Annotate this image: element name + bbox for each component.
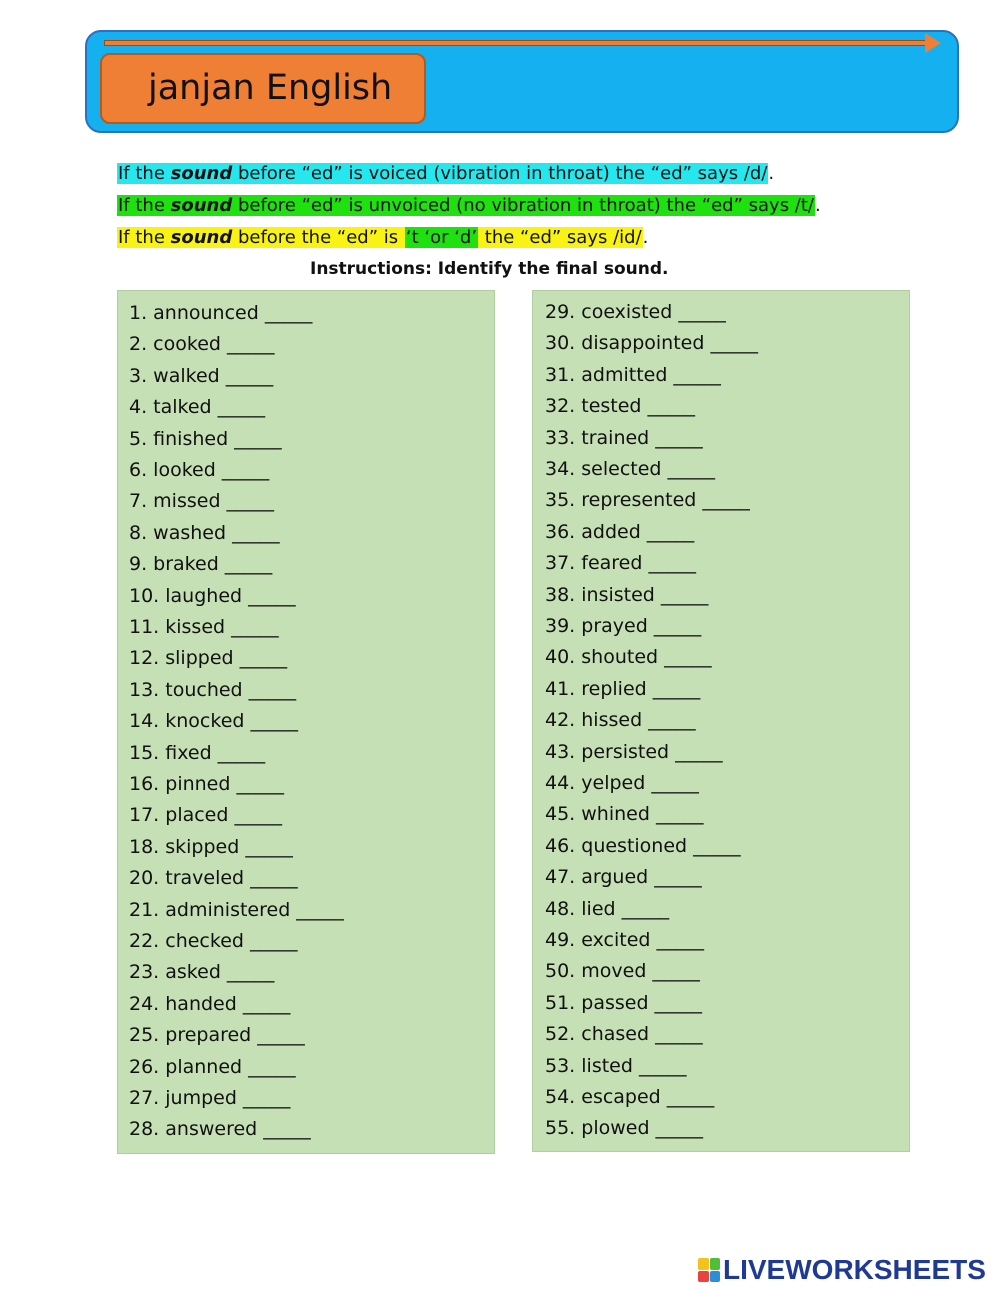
rule-t-d-highlight: ‘t ‘or ‘d’ — [405, 227, 478, 248]
list-item: 46. questioned _____ — [545, 834, 741, 857]
list-item: 50. moved _____ — [545, 960, 700, 983]
word-list-left — [117, 290, 495, 1154]
list-item: 17. placed _____ — [129, 804, 282, 827]
logo-text: LIVEWORKSHEETS — [723, 1254, 986, 1285]
list-item: 31. admitted _____ — [545, 363, 721, 386]
list-item: 24. handed _____ — [129, 992, 291, 1015]
list-item: 53. listed _____ — [545, 1054, 687, 1077]
list-item: 9. braked _____ — [129, 553, 273, 576]
list-item: 12. slipped _____ — [129, 647, 288, 670]
list-item: 11. kissed _____ — [129, 616, 279, 638]
list-item: 5. finished _____ — [129, 427, 282, 450]
list-item: 54. escaped _____ — [545, 1086, 715, 1108]
list-item: 38. insisted _____ — [545, 583, 709, 606]
list-item: 3. walked _____ — [129, 364, 274, 387]
header-banner — [85, 30, 959, 133]
list-item: 35. represented _____ — [545, 489, 750, 512]
rule-unvoiced — [117, 194, 821, 218]
list-item: 52. chased _____ — [545, 1023, 703, 1046]
list-item: 36. added _____ — [545, 520, 695, 543]
word-list-right — [532, 290, 910, 1152]
list-item: 39. prayed _____ — [545, 615, 702, 637]
list-item: 15. fixed _____ — [129, 741, 266, 764]
logo-mark-icon — [698, 1258, 720, 1282]
list-item: 14. knocked _____ — [129, 710, 298, 733]
rule-sound-word: sound — [170, 163, 233, 184]
list-item: 20. traveled _____ — [129, 867, 298, 890]
list-item: 26. planned _____ — [129, 1055, 296, 1078]
instructions: Instructions: Identify the final sound. — [310, 259, 669, 279]
list-item: 34. selected _____ — [545, 458, 715, 480]
list-item: 21. administered _____ — [129, 898, 344, 921]
rule-text: If the — [118, 163, 171, 184]
list-item: 25. prepared _____ — [129, 1024, 305, 1047]
rule-voiced — [117, 162, 774, 186]
arrow-line — [104, 40, 926, 46]
rule-text: the “ed” says /id/ — [479, 227, 642, 248]
list-item: 30. disappointed _____ — [545, 332, 758, 355]
list-item: 16. pinned _____ — [129, 773, 284, 795]
list-item: 45. whined _____ — [545, 803, 704, 826]
list-item: 22. checked _____ — [129, 930, 298, 952]
rule-text: before “ed” is voiced (vibration in throat) the “ed” says /d/ — [232, 163, 768, 184]
rule-sound-word: sound — [170, 227, 233, 248]
list-item: 42. hissed _____ — [545, 709, 696, 732]
rule-end: . — [642, 227, 649, 248]
list-item: 7. missed _____ — [129, 490, 275, 513]
list-item: 13. touched _____ — [129, 678, 297, 701]
list-item: 23. asked _____ — [129, 961, 275, 984]
title-box — [100, 53, 426, 124]
list-item: 1. announced _____ — [129, 302, 313, 324]
list-item: 37. feared _____ — [545, 552, 696, 575]
list-item: 29. coexisted _____ — [545, 301, 726, 323]
list-item: 8. washed _____ — [129, 521, 280, 544]
liveworksheets-logo — [698, 1255, 986, 1285]
list-item: 32. tested _____ — [545, 395, 696, 418]
rule-t-or-d — [117, 226, 648, 250]
arrow-right-icon — [925, 33, 941, 53]
list-item: 4. talked _____ — [129, 396, 266, 419]
rule-text: before “ed” is unvoiced (no vibration in throat) the “ed” says /t/ — [232, 195, 814, 216]
list-item: 18. skipped _____ — [129, 835, 293, 858]
list-item: 28. answered _____ — [129, 1118, 311, 1141]
list-item: 49. excited _____ — [545, 929, 704, 951]
rule-end: . — [768, 163, 775, 184]
list-item: 40. shouted _____ — [545, 646, 712, 669]
list-item: 51. passed _____ — [545, 991, 703, 1014]
list-item: 47. argued _____ — [545, 866, 702, 889]
list-item: 6. looked _____ — [129, 459, 270, 481]
rule-end: . — [814, 195, 821, 216]
page-title: janjan English — [148, 68, 393, 108]
list-item: 10. laughed _____ — [129, 584, 296, 607]
list-item: 48. lied _____ — [545, 897, 670, 920]
list-item: 33. trained _____ — [545, 426, 703, 449]
rule-sound-word: sound — [170, 195, 233, 216]
list-item: 2. cooked _____ — [129, 333, 275, 356]
rule-text: before the “ed” is — [232, 227, 404, 248]
list-item: 41. replied _____ — [545, 677, 701, 700]
list-item: 43. persisted _____ — [545, 740, 723, 763]
list-item: 44. yelped _____ — [545, 772, 699, 794]
list-item: 55. plowed _____ — [545, 1117, 704, 1140]
list-item: 27. jumped _____ — [129, 1087, 291, 1109]
rule-text: If the — [118, 227, 171, 248]
rule-text: If the — [118, 195, 171, 216]
